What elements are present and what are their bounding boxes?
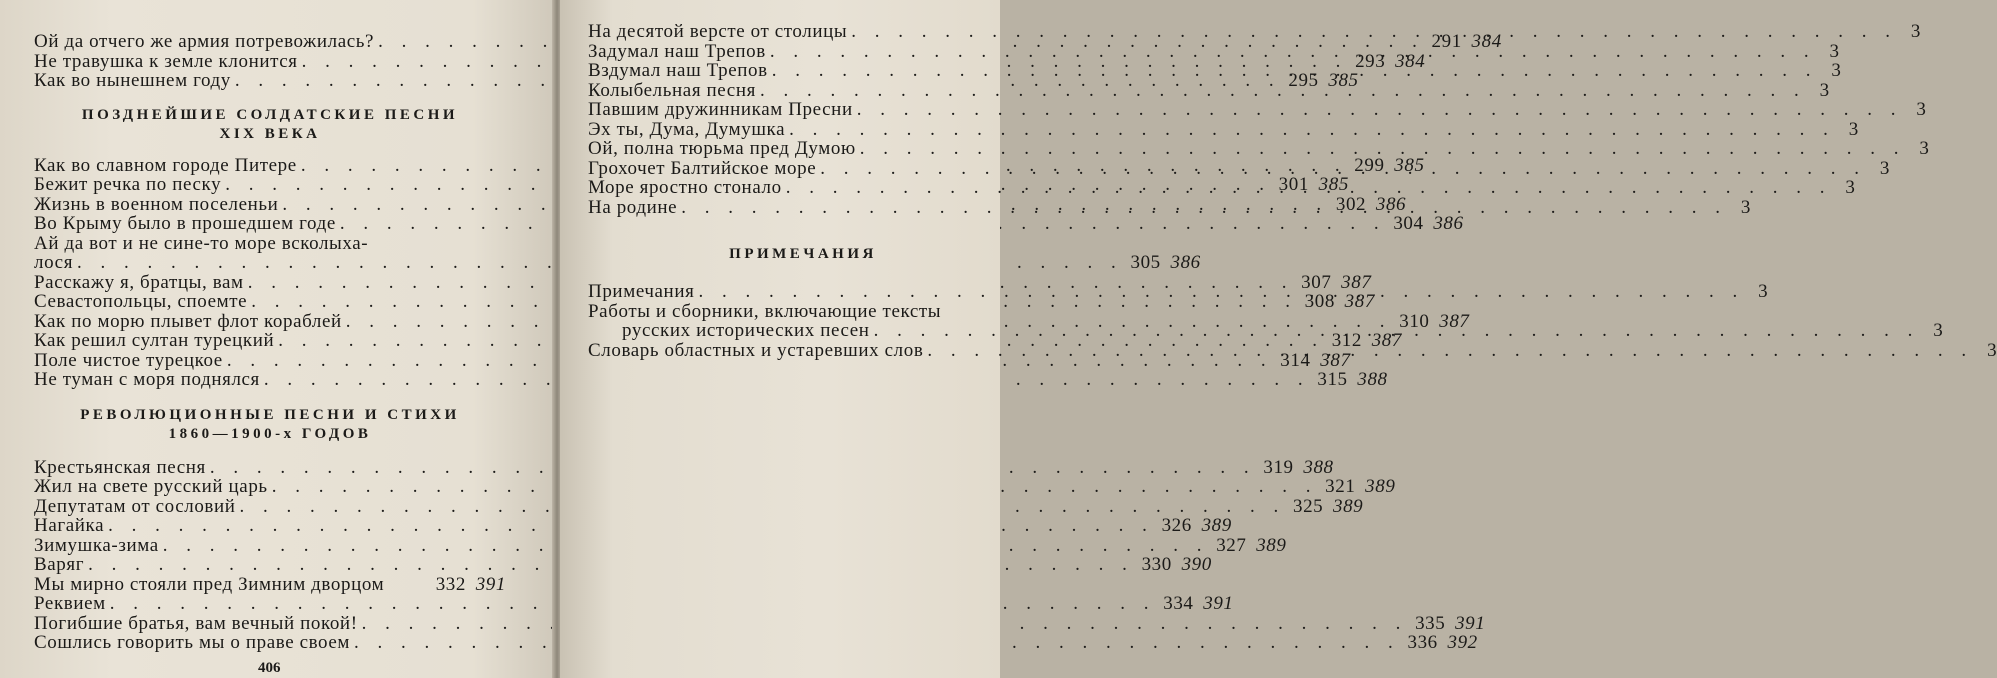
toc-entry[interactable]: Как во нынешнем году . . . 295 385 bbox=[34, 71, 506, 91]
section-heading: ПРИМЕЧАНИЯ bbox=[729, 246, 877, 262]
toc-entry-wrapped[interactable]: Работы и сборники, включающие тексты bbox=[588, 300, 942, 322]
toc-entry[interactable]: Депутатам от сословий . . . 325 389 bbox=[34, 497, 506, 517]
section-heading-line2: XIX ВЕКА bbox=[219, 125, 321, 142]
toc-entry[interactable]: Мы мирно стояли пред Зимним дворцом 332 391 bbox=[34, 573, 506, 595]
toc-entry[interactable]: Ой, полна тюрьма пред Думою . . . 3 bbox=[588, 139, 1018, 159]
toc-entry[interactable]: Реквием . . . 334 391 bbox=[34, 594, 506, 614]
toc-entry[interactable]: Как по морю плывет флот кораблей . . . 310 387 bbox=[34, 312, 506, 332]
toc-entry[interactable]: Павшим дружинникам Пресни . . . 3 bbox=[588, 100, 1018, 120]
toc-entry[interactable]: Не травушка к земле клонится . . . 293 384 bbox=[34, 52, 506, 72]
toc-entry[interactable]: Вздумал наш Трепов . . . 3 bbox=[588, 61, 1018, 81]
page-number: 406 bbox=[258, 660, 281, 676]
toc-entry[interactable]: Расскажу я, братцы, вам . . . 307 387 bbox=[34, 273, 506, 293]
toc-entry[interactable]: Словарь областных и устаревших слов . . . 3 bbox=[588, 341, 1018, 361]
section-heading-line2: 1860—1900-х ГОДОВ bbox=[168, 425, 372, 442]
toc-entry[interactable]: Нагайка . . . 326 389 bbox=[34, 516, 506, 536]
toc-entry[interactable]: Жил на свете русский царь . . . 321 389 bbox=[34, 477, 506, 497]
toc-entry[interactable]: Севастопольцы, споемте . . . 308 387 bbox=[34, 292, 506, 312]
toc-entry[interactable]: Грохочет Балтийское море . . . 3 bbox=[588, 159, 1018, 179]
toc-entry[interactable]: Во Крыму было в прошедшем годе . . . 304 386 bbox=[34, 214, 506, 234]
section-heading: РЕВОЛЮЦИОННЫЕ ПЕСНИ И СТИХИ bbox=[80, 406, 460, 423]
toc-entry[interactable]: Ой да отчего же армия потревожилась? . . . 291 384 bbox=[34, 32, 506, 52]
toc-entry[interactable]: Задумал наш Трепов . . . 3 bbox=[588, 42, 1018, 62]
toc-entry[interactable]: Не туман с моря поднялся . . . 315 388 bbox=[34, 370, 506, 390]
toc-entry[interactable]: На родине . . . 3 bbox=[588, 198, 1018, 218]
toc-entry[interactable]: Колыбельная песня . . . 3 bbox=[588, 81, 1018, 101]
toc-entry-continuation[interactable]: лося . . . 305 386 bbox=[34, 253, 506, 273]
toc-entry[interactable]: Бежит речка по песку . . . 301 385 bbox=[34, 175, 506, 195]
section-heading: ПОЗДНЕЙШИЕ СОЛДАТСКИЕ ПЕСНИ bbox=[81, 106, 459, 123]
toc-entry[interactable]: Зимушка-зима . . . 327 389 bbox=[34, 536, 506, 556]
toc-entry[interactable]: Как решил султан турецкий . . . 312 387 bbox=[34, 331, 506, 351]
toc-entry-wrapped[interactable]: Ай да вот и не сине-то море всколыха- bbox=[34, 232, 369, 254]
toc-entry[interactable]: На десятой версте от столицы . . . 3 bbox=[588, 22, 1018, 42]
toc-entry[interactable]: Поле чистое турецкое . . . 314 387 bbox=[34, 351, 506, 371]
toc-entry[interactable]: Погибшие братья, вам вечный покой! . . . 335 391 bbox=[34, 614, 506, 634]
toc-entry[interactable]: Море яростно стонало . . . 3 bbox=[588, 178, 1018, 198]
toc-entry-continuation[interactable]: русских исторических песен . . . 3 bbox=[588, 321, 1018, 341]
toc-entry[interactable]: Сошлись говорить мы о праве своем . . . 336 392 bbox=[34, 633, 506, 653]
toc-entry[interactable]: Примечания . . . 3 bbox=[588, 282, 1018, 302]
toc-entry[interactable]: Жизнь в военном поселеньи . . . 302 386 bbox=[34, 195, 506, 215]
toc-entry[interactable]: Крестьянская песня . . . 319 388 bbox=[34, 458, 506, 478]
toc-entry[interactable]: Эх ты, Дума, Думушка . . . 3 bbox=[588, 120, 1018, 140]
toc-entry[interactable]: Варяг . . . 330 390 bbox=[34, 555, 506, 575]
toc-entry[interactable]: Как во славном городе Питере . . . 299 385 bbox=[34, 156, 506, 176]
